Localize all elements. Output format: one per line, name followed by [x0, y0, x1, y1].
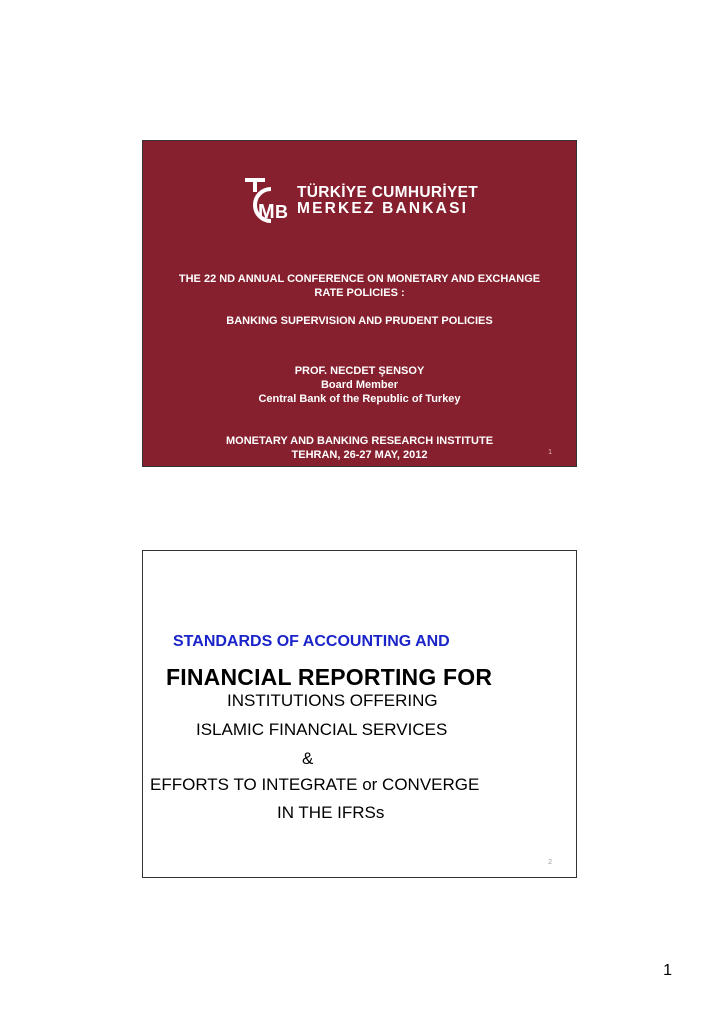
institute-block [143, 434, 576, 462]
slide-number: 1 [548, 449, 552, 456]
conference-line-1: THE 22 ND ANNUAL CONFERENCE ON MONETARY AND EXCHANGE [178, 273, 541, 285]
slide-text-line-6: EFFORTS TO INTEGRATE or CONVERGE [150, 775, 480, 794]
slide-number: 2 [548, 859, 552, 866]
slide-text-line-4: ISLAMIC FINANCIAL SERVICES [196, 720, 448, 739]
slide-text-line-3: INSTITUTIONS OFFERING [227, 691, 438, 710]
slide-title-line-2: FINANCIAL REPORTING FOR [166, 664, 493, 690]
conference-theme: BANKING SUPERVISION AND PRUDENT POLICIES [226, 315, 493, 327]
speaker-block [143, 364, 576, 406]
cbrt-logo [143, 171, 576, 231]
institute-name: MONETARY AND BANKING RESEARCH INSTITUTE [225, 435, 494, 447]
conference-line-2: RATE POLICIES : [314, 287, 405, 299]
conference-title [143, 272, 576, 300]
svg-text:M: M [257, 201, 275, 223]
slide-title-line-1: STANDARDS OF ACCOUNTING AND [173, 633, 450, 650]
speaker-title: Board Member [320, 379, 399, 391]
speaker-name: PROF. NECDET ŞENSOY [294, 365, 425, 377]
slide-text-ampersand: & [302, 749, 314, 768]
page-number: 1 [663, 962, 672, 979]
location-date: TEHRAN, 26-27 MAY, 2012 [291, 449, 428, 461]
logo-text-line1: TÜRKİYE CUMHURİYET [296, 183, 479, 201]
slide-text-line-7: IN THE IFRSs [277, 803, 385, 822]
logo-text-line2: MERKEZ BANKASI [296, 200, 469, 217]
tcmb-emblem-icon [241, 175, 289, 227]
slide-2 [142, 550, 577, 878]
svg-text:B: B [274, 202, 288, 222]
slide-1 [142, 140, 577, 467]
speaker-organization: Central Bank of the Republic of Turkey [258, 393, 461, 405]
